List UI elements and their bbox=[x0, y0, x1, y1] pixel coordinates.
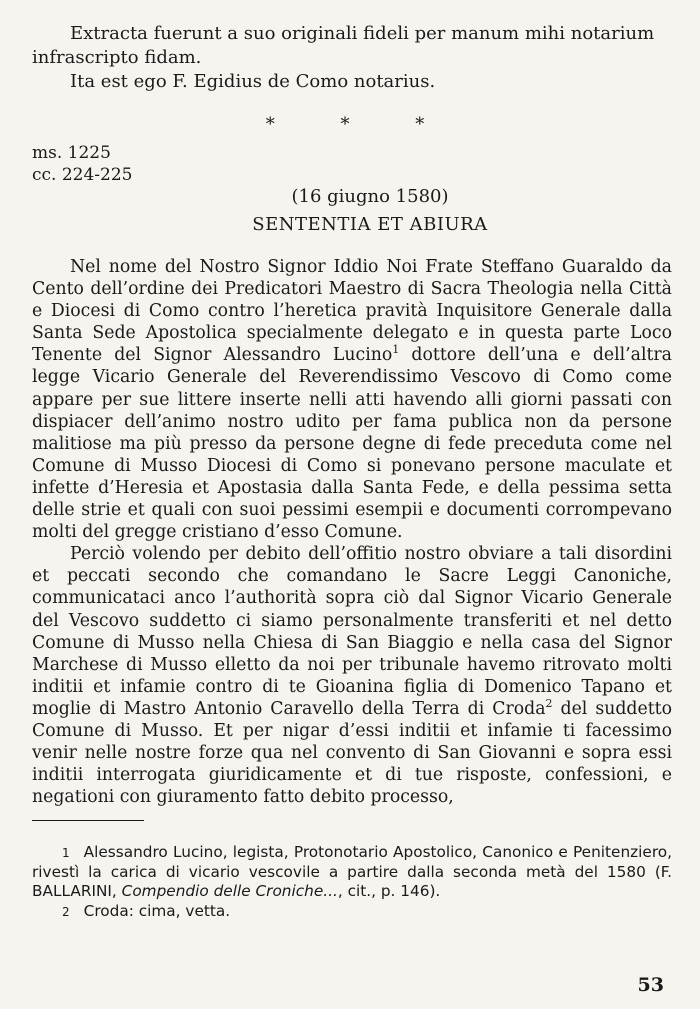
attestation-line-2: Ita est ego F. Egidius de Como notarius. bbox=[70, 71, 436, 92]
footnote-1-text: Alessandro Lucino, legista, Protonotario Apostolico, Canonico e Penitenziero, rivestì la carica di vicario vescovile a partire dalla seconda metà del 1580 (F. BALLARINI, bbox=[32, 843, 672, 901]
paragraph-1 bbox=[32, 256, 672, 543]
footnote-ref-2: 2 bbox=[545, 697, 553, 711]
paragraph-2-text-a: Perciò volendo per debito dell’offitio nostro obviare a tali disordini et peccati secondo che comandano le Sacre Leggi Canoniche, communicatacі anco l’authorità sopra ciò dal Signor Vicario Generale del Vescovo suddetto ci siamo personalmente transferiti et nel detto Comune di Musso nella Chiesa di San Biaggio e nella casa del Signor Marchese di Musso elletto da noi per tribunale havemo ritrovato molti inditii et infamie contro di te Gioanina figlia di Domenico Tapano et moglie di Mastro Antonio Caravello della Terra di Croda bbox=[32, 544, 672, 719]
footnote-1-number: 1 bbox=[62, 846, 70, 860]
footnote-2-number: 2 bbox=[62, 904, 70, 919]
notarial-attestation bbox=[32, 22, 672, 94]
footnotes bbox=[32, 843, 672, 922]
document-date: (16 giugno 1580) bbox=[291, 186, 449, 207]
main-text bbox=[32, 256, 672, 808]
section-separator: * * * bbox=[265, 114, 455, 135]
page-number: 53 bbox=[637, 974, 664, 996]
manuscript-reference bbox=[32, 142, 133, 186]
paragraph-1-text-b: dottore dell’una e dell’altra legge Vicario Generale del Reverendissimo Vescovo di Como come appare per sue littere inserte nelli atti havendo alli giorni passati con dispiacer dell’animo nostro udito per fama publica non da persone malitiose ma più presso da persone degne di fede preceduta come nel Comune di Musso Diocesi di Como si ponevano persone maculate et infette d’Heresia et Apostasia dalla Santa Fede, e della pessima setta delle strie et quali con suoi pessimi esempii e documenti corrompevano molti del gregge cristiano d’esso Comune. bbox=[32, 345, 672, 543]
footnote-1-work-title: Compendio delle Croniche... bbox=[121, 882, 338, 901]
manuscript-number: ms. 1225 bbox=[32, 143, 111, 163]
footnote-divider bbox=[32, 820, 144, 821]
attestation-line-1: Extracta fuerunt a suo originali fideli per manum mihi notarium infrascripto fidam. bbox=[32, 23, 655, 68]
folio-range: cc. 224-225 bbox=[32, 165, 133, 185]
document-title: SENTENTIA ET ABIURA bbox=[252, 214, 488, 235]
footnote-1 bbox=[32, 843, 672, 902]
paragraph-2 bbox=[32, 543, 672, 808]
footnote-2 bbox=[32, 902, 672, 922]
footnote-1-citation: , cit., p. 146). bbox=[337, 882, 441, 901]
footnote-2-text: Croda: cima, vetta. bbox=[83, 901, 231, 920]
paragraph-2-text-b: del suddetto Comune di Musso. Et per nigar d’essi inditii et infamie ti facessimo venir nelle nostre forze qua nel convento di San Giovanni e sopra essi inditii interrogata giuridicamente et di tue risposte, confessioni, e negationi con giuramento fatto debito processo, bbox=[32, 698, 672, 808]
footnote-ref-1: 1 bbox=[392, 343, 400, 357]
paragraph-1-text-a: Nel nome del Nostro Signor Iddio Noi Frate Steffano Guaraldo da Cento dell’ordine dei Predicatori Maestro di Sacra Theologia nella Città e Diocesi di Como contro l’heretica pravità Inquisitore Generale dalla Santa Sede Apostolica specialmente delegato e in questa parte Loco Tenente del Signor Alessandro Lucino bbox=[32, 257, 672, 366]
